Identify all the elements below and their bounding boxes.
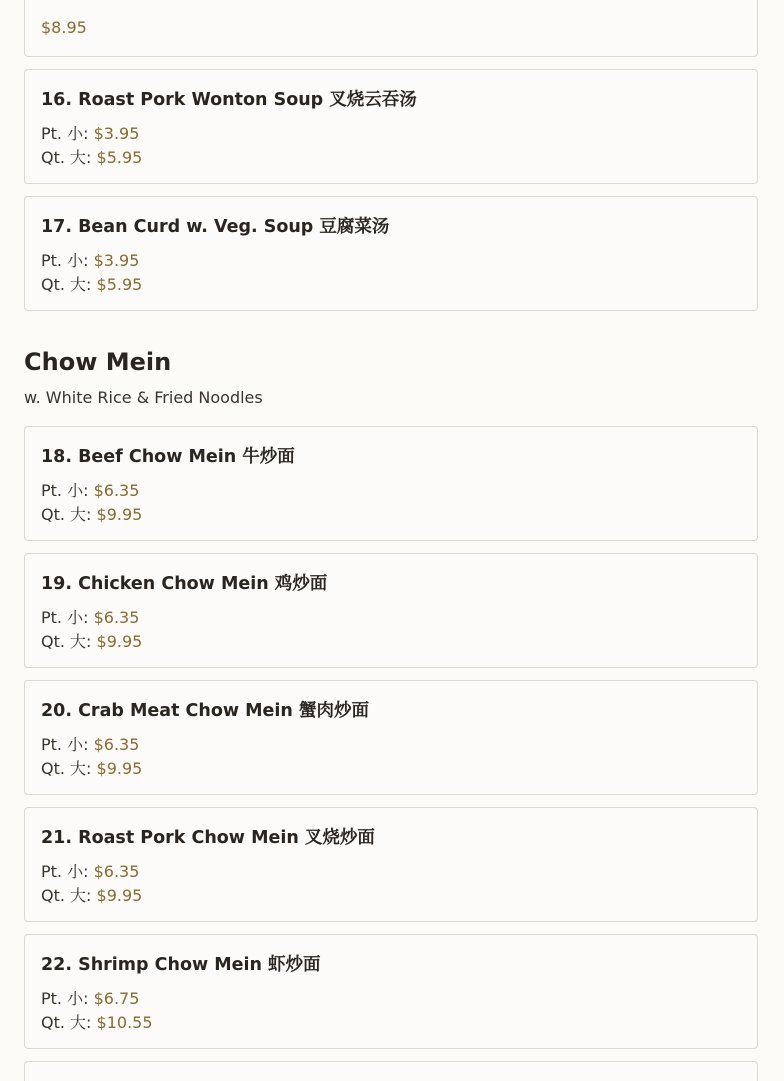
menu-item-card[interactable]: [24, 934, 758, 1049]
pint-label: Pt. 小:: [41, 735, 89, 754]
quart-label: Qt. 大:: [41, 148, 92, 167]
pint-price-row: [41, 605, 139, 628]
pint-price: $6.35: [93, 608, 140, 627]
quart-label: Qt. 大:: [41, 632, 92, 651]
pint-price: $6.35: [93, 481, 140, 500]
item-title: 20. Crab Meat Chow Mein 蟹肉炒面: [41, 701, 369, 721]
pint-label: Pt. 小:: [41, 481, 89, 500]
pint-label: Pt. 小:: [41, 862, 89, 881]
pint-price-row: [41, 478, 139, 501]
quart-label: Qt. 大:: [41, 759, 92, 778]
item-price: $8.95: [41, 18, 87, 37]
menu-item-card[interactable]: [24, 69, 758, 184]
menu-item-card[interactable]: [24, 196, 758, 311]
pint-label: Pt. 小:: [41, 989, 89, 1008]
menu-item-card-partial[interactable]: [24, 0, 758, 57]
quart-label: Qt. 大:: [41, 1013, 92, 1032]
pint-price: $3.95: [93, 124, 140, 143]
quart-price: $9.95: [96, 505, 143, 524]
quart-label: Qt. 大:: [41, 275, 92, 294]
quart-price-row: [41, 756, 142, 779]
quart-price-row: [41, 629, 142, 652]
quart-price: $5.95: [96, 275, 143, 294]
quart-label: Qt. 大:: [41, 886, 92, 905]
menu-item-card[interactable]: [24, 553, 758, 668]
quart-price: $9.95: [96, 632, 143, 651]
item-title: 19. Chicken Chow Mein 鸡炒面: [41, 574, 328, 594]
menu-item-card[interactable]: [24, 680, 758, 795]
pint-price-row: [41, 732, 139, 755]
section-subtitle: w. White Rice & Fried Noodles: [24, 388, 263, 407]
quart-price-row: [41, 145, 142, 168]
quart-price-row: [41, 1010, 153, 1033]
pint-price-row: [41, 248, 139, 271]
quart-price: $5.95: [96, 148, 143, 167]
pint-price-row: [41, 121, 139, 144]
item-title: 18. Beef Chow Mein 牛炒面: [41, 447, 295, 467]
pint-price: $3.95: [93, 251, 140, 270]
pint-price: $6.75: [93, 989, 140, 1008]
pint-label: Pt. 小:: [41, 124, 89, 143]
quart-price: $10.55: [96, 1013, 153, 1032]
section-title: Chow Mein: [24, 348, 172, 376]
menu-item-card[interactable]: [24, 807, 758, 922]
quart-price-row: [41, 883, 142, 906]
pint-price-row: [41, 859, 139, 882]
item-title: 22. Shrimp Chow Mein 虾炒面: [41, 955, 321, 975]
item-title: 16. Roast Pork Wonton Soup 叉烧云吞汤: [41, 90, 417, 110]
item-title: 17. Bean Curd w. Veg. Soup 豆腐菜汤: [41, 217, 390, 237]
menu-item-card-partial[interactable]: [24, 1061, 758, 1081]
quart-price-row: [41, 272, 142, 295]
item-title: 21. Roast Pork Chow Mein 叉烧炒面: [41, 828, 375, 848]
pint-price: $6.35: [93, 862, 140, 881]
quart-price: $9.95: [96, 759, 143, 778]
pint-label: Pt. 小:: [41, 608, 89, 627]
quart-label: Qt. 大:: [41, 505, 92, 524]
quart-price: $9.95: [96, 886, 143, 905]
pint-label: Pt. 小:: [41, 251, 89, 270]
pint-price-row: [41, 986, 139, 1009]
quart-price-row: [41, 502, 142, 525]
pint-price: $6.35: [93, 735, 140, 754]
menu-item-card[interactable]: [24, 426, 758, 541]
